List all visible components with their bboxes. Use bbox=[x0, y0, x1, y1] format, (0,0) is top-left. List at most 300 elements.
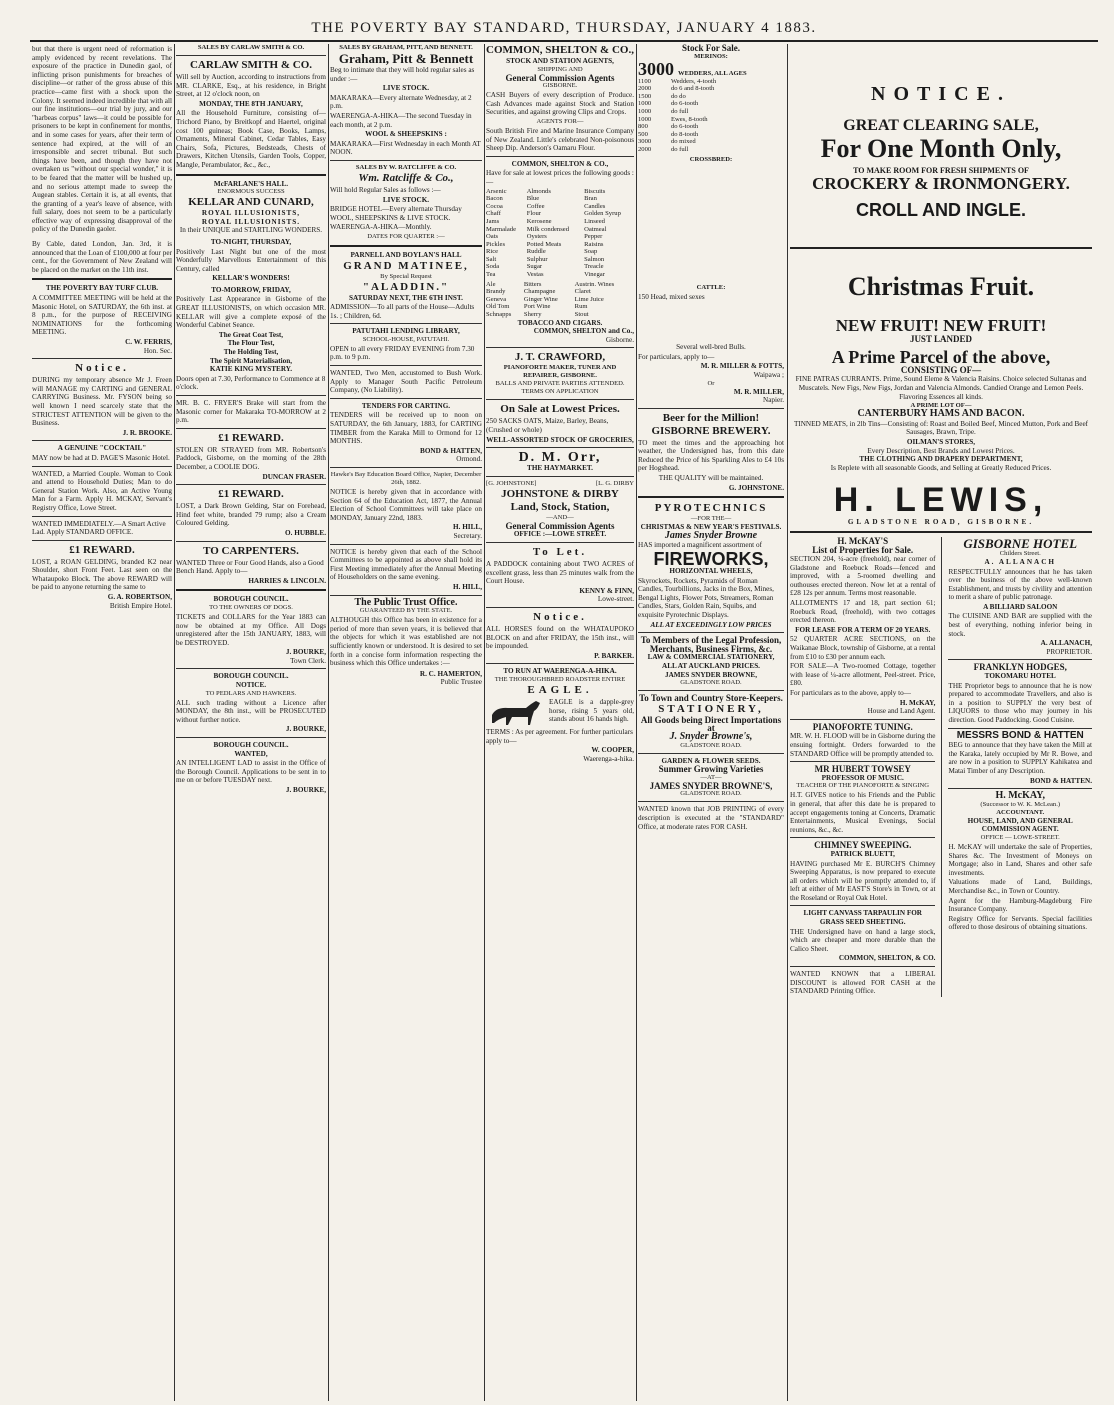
lewis-logo: H. LEWIS, bbox=[833, 481, 1049, 520]
town-clerk-title: Town Clerk. bbox=[290, 656, 326, 665]
groceries-title: WELL-ASSORTED STOCK OF GROCERIES, bbox=[486, 435, 634, 444]
make-room-line: TO MAKE ROOM FOR FRESH SHIPMENTS OF bbox=[853, 165, 1029, 175]
mckay-signature: H. McKAY, bbox=[899, 698, 936, 707]
particulars-text: For particulars, apply to— bbox=[638, 352, 715, 361]
snyder-browne-name: James Snyder Browne bbox=[664, 529, 758, 541]
table-cell: Kerosene bbox=[526, 217, 552, 225]
crawford-balls: BALLS AND PRIVATE PARTIES ATTENDED. bbox=[495, 380, 625, 388]
table-cell: Golden Syrup bbox=[584, 210, 621, 218]
jsb-name: JAMES SNYDER BROWNE, bbox=[664, 670, 758, 679]
to-let-title: To Let. bbox=[532, 545, 588, 558]
table-cell: Schnapps bbox=[486, 311, 512, 319]
crawford-terms: TERMS ON APPLICATION bbox=[521, 388, 599, 396]
table-row bbox=[486, 296, 634, 304]
clothing-title: THE CLOTHING AND DRAPERY DEPARTMENT, bbox=[859, 455, 1023, 464]
table-cell: Lime Juice bbox=[574, 295, 604, 303]
reward-1-title: £1 REWARD. bbox=[218, 431, 284, 444]
divider bbox=[176, 428, 326, 429]
crawford-subtitle: PIANOFORTE MAKER, TUNER AND REPAIRER, GISBORNE. bbox=[503, 364, 617, 380]
firm-name-2: COMMON, SHELTON & CO., bbox=[511, 159, 609, 168]
table-cell: Bacon bbox=[486, 195, 503, 203]
divider bbox=[330, 544, 482, 545]
tokomaru-text: THE Proprietor begs to announce that he is now prepared to accommodate Travellers, and also is in a position to SUPPLY the very best of LIQUORS to those who may journey in his direction. Good Paddocking. Good Cuisine. bbox=[948, 681, 1092, 724]
firm-name: COMMON, SHELTON & CO., bbox=[486, 44, 634, 56]
table-cell: Oatmeal bbox=[584, 225, 607, 233]
divider bbox=[486, 399, 634, 400]
education-board-text: NOTICE is hereby given that in accordance with Section 64 of the Education Act, 1877, the Annual Election of School Committees will take place on MONDAY, January 22nd, 1883. bbox=[330, 488, 482, 522]
towsey-title: PROFESSOR OF MUSIC. bbox=[821, 773, 904, 782]
summer-varieties: Summer Growing Varieties bbox=[658, 764, 764, 775]
hall-title: McFARLANE'S HALL. bbox=[213, 179, 289, 188]
divider bbox=[790, 837, 935, 838]
new-fruit-title: NEW FRUIT! NEW FRUIT! bbox=[835, 316, 1047, 336]
agents-text: South British Fire and Marine Insurance Company of New Zealand. Little's celebrated Non-poisonous Sheep Dip. Anderson's Oamaru Flour. bbox=[486, 126, 634, 153]
table-cell: Oysters bbox=[526, 233, 547, 241]
currants-text: FINE PATRAS CURRANTS. Prime, Sound Eleme & Valencia Raisins. Choice selected Sultanas and Muscatels. New Figs, New Figs, Jordan and Valencia Almonds. Candied Orange and Lemon Peels. Flavoring Essences all kinds. bbox=[795, 375, 1087, 401]
at-line: —AT— bbox=[700, 773, 722, 781]
particulars-line: For particulars as to the above, apply to— bbox=[790, 689, 911, 697]
doors-text: Doors open at 7.30, Performance to Commence at 8 o'clock. bbox=[176, 374, 326, 392]
table-cell: do full bbox=[670, 145, 689, 153]
mckay-accountant-name: H. McKAY, bbox=[995, 790, 1045, 802]
borough-council-2: BOROUGH COUNCIL. bbox=[213, 672, 289, 681]
firm-signature-place: Gisborne. bbox=[605, 335, 634, 344]
table-cell: 800 bbox=[638, 123, 648, 131]
divider bbox=[176, 174, 326, 176]
table-row bbox=[638, 138, 784, 146]
wanted-title: WANTED, bbox=[234, 749, 268, 758]
sheeting-title: GRASS SEED SHEETING. bbox=[819, 918, 906, 927]
tenders-text: TENDERS will be received up to noon on SATURDAY, the 6th January, 1883, for CARTING TIMBER from the Karaka Mill to Ormond for 12 MONTHS. bbox=[330, 411, 482, 446]
divider bbox=[638, 632, 784, 633]
eagle-row bbox=[486, 697, 634, 727]
chimney-text: HAVING purchased Mr E. BURCH'S Chimney Sweeping Apparatus, is now prepared to execute all orders which will be promptly attended to, if left at either of Mr EAST'S Store's in Town, or at the Roseland or Royal Oak Hotel. bbox=[790, 859, 936, 902]
royal-illusionists-2: ROYAL ILLUSIONISTS. bbox=[201, 217, 301, 226]
divider bbox=[330, 467, 482, 468]
secretary-signature: H. HILL, bbox=[453, 523, 482, 532]
piano-title: PIANOFORTE TUNING. bbox=[812, 721, 913, 732]
allanach-name: A. ALLANACH bbox=[984, 557, 1056, 566]
divider bbox=[330, 245, 482, 247]
firm-subtitle-1: STOCK AND STATION AGENTS, bbox=[506, 57, 614, 65]
table-row bbox=[638, 78, 784, 86]
table-cell: Soda bbox=[486, 263, 500, 271]
towsey-text: H.T. GIVES notice to his Friends and the Public in general, that after this date he is prepared to accept engagements toning at Concerts, Dramatic Entertainments, Musical Evenings, Social reunions, &c., &c. bbox=[790, 791, 936, 834]
sale-date: MONDAY, THE 8TH JANUARY, bbox=[199, 99, 303, 108]
cable-news: By Cable, dated London, Jan. 3rd, it is announced that the Loan of £100,000 at four per cent., for the Government of New Zealand will be placed on the market on the 11th inst. bbox=[32, 240, 172, 274]
divider bbox=[948, 728, 1092, 729]
flour-test: The Flour Test, bbox=[227, 339, 275, 348]
tonight-title: TO-NIGHT, THURSDAY, bbox=[210, 237, 292, 246]
notice-text: DURING my temporary absence Mr J. Freen will MANAGE my CARTING and GENERAL CARRYING Business. Mr. FYSON being so well known I need scarcely state that the STRICTEST ATTENTION will be given to the Business. bbox=[32, 376, 172, 428]
big-wedders-row bbox=[638, 58, 784, 79]
christmas-fruit-title: Christmas Fruit. bbox=[847, 272, 1035, 302]
discount-ad: WANTED KNOWN that a LIBERAL DISCOUNT is allowed FOR CASH at the STANDARD Printing Office. bbox=[790, 970, 936, 996]
table-row bbox=[486, 263, 634, 271]
column-1 bbox=[32, 44, 172, 1401]
wheels-line: HORIZONTAL WHEELS, bbox=[669, 567, 753, 576]
bulls-text: Several well-bred Bulls. bbox=[676, 343, 746, 352]
notice-title: NOTICE. bbox=[871, 83, 1011, 105]
storekeepers-title: To Town and Country Store-Keepers. bbox=[639, 693, 783, 704]
pyrotechnics-title: PYROTECHNICS bbox=[654, 502, 768, 515]
table-cell: Chaff bbox=[486, 210, 501, 218]
wanted-couple-ad: WANTED, a Married Couple. Woman to Cook and attend to Household Duties; Man to do General Station Work. Also, an Active Young Man for a Farm. Apply H. MCKAY, Servant's Registry Office, Lowe Street. bbox=[32, 469, 172, 512]
carpenters-title: TO CARPENTERS. bbox=[203, 544, 299, 557]
table-row bbox=[638, 108, 784, 116]
jsb-road: GLADSTONE ROAD. bbox=[680, 679, 742, 687]
public-trust-subtitle: GUARANTEED BY THE STATE. bbox=[359, 607, 453, 615]
to-let-address: Lowe-street. bbox=[597, 595, 634, 604]
house-land-agent: HOUSE, LAND, AND GENERAL COMMISSION AGENT. bbox=[967, 816, 1073, 834]
reward-text: LOST, a ROAN GELDING, branded K2 near Shoulder, short Front Feet. Last seen on the Whataupoko Block. The above REWARD will be paid to anyone returning the same to bbox=[32, 557, 172, 592]
or-line: Or bbox=[707, 379, 715, 387]
divider bbox=[486, 476, 634, 477]
table-cell: Sherry bbox=[523, 311, 542, 319]
divider bbox=[486, 347, 634, 348]
firm-signature: COMMON, SHELTON and Co., bbox=[533, 327, 634, 336]
secretary-title: Secretary. bbox=[453, 531, 482, 540]
table-cell: do 8-tooth bbox=[670, 130, 699, 138]
reward-2-text: LOST, a Dark Brown Gelding, Star on Forehead, Hind feet white, branded 79 rump; also a Cream Coloured Gelding. bbox=[176, 502, 326, 528]
brewery-signature: G. JOHNSTONE. bbox=[728, 483, 784, 492]
divider bbox=[638, 496, 784, 498]
tenders-location: Ormond. bbox=[456, 455, 482, 464]
divider bbox=[330, 595, 482, 596]
horse-icon bbox=[486, 697, 546, 727]
table-row bbox=[486, 218, 634, 226]
makaraka-sale: MAKARAKA—Every alternate Wednesday, at 2 p.m. bbox=[330, 93, 472, 111]
haymarket: THE HAYMARKET. bbox=[527, 464, 593, 473]
accountant-line: ACCOUNTANT. bbox=[996, 808, 1045, 816]
wool-title: WOOL & SHEEPSKINS : bbox=[365, 130, 447, 139]
coat-test: The Great Coat Test, bbox=[218, 330, 284, 339]
column-rule bbox=[328, 44, 329, 1401]
cooper-signature: W. COOPER, bbox=[591, 746, 634, 755]
partner-2: [L. G. DIRBY bbox=[595, 479, 634, 487]
table-cell: 2000 bbox=[638, 145, 652, 153]
table-row bbox=[486, 248, 634, 256]
bond-hatten-title: MESSRS BOND & HATTEN bbox=[956, 729, 1084, 741]
partner-1: [G. JOHNSTONE] bbox=[486, 479, 537, 487]
library-title: PATUTAHI LENDING LIBRARY, bbox=[352, 327, 460, 336]
live-stock-title-2: LIVE STOCK. bbox=[382, 195, 430, 204]
prime-lot: A PRIME LOT OF— bbox=[910, 402, 972, 410]
table-cell: Rum bbox=[574, 303, 588, 311]
chimney-title: CHIMNEY SWEEPING. bbox=[814, 840, 912, 851]
stationery-line: LAW & COMMERCIAL STATIONERY, bbox=[647, 653, 775, 662]
table-cell: Tea bbox=[486, 271, 496, 279]
turf-club-text: A COMMITTEE MEETING will be held at the Masonic Hotel, on SATURDAY, the 6th inst. at 8 p.m., for the purpose of RECEIVING NOMINATIONS for the forthcoming MEETING. bbox=[32, 294, 172, 337]
table-cell: Stout bbox=[574, 311, 589, 319]
table-cell: Marmalade bbox=[486, 225, 517, 233]
table-row bbox=[486, 288, 634, 296]
table-cell: Brandy bbox=[486, 288, 506, 296]
kellar-title: KELLAR AND CUNARD, bbox=[188, 196, 314, 209]
table-cell: Sugar bbox=[526, 263, 543, 271]
divider bbox=[176, 484, 326, 485]
table-cell: Salmon bbox=[584, 255, 605, 263]
piano-text: MR. W. H. FLOOD will be in Gisborne during the ensuing fortnight. Orders forwarded to the STANDARD Office will be promptly attended to. bbox=[790, 732, 936, 758]
table-row bbox=[486, 195, 634, 203]
table-cell: Claret bbox=[574, 288, 591, 296]
divider bbox=[486, 542, 634, 543]
firm-subtitle-3: General Commission Agents bbox=[505, 72, 615, 83]
public-trustee-signature: R. C. HAMERTON, bbox=[419, 669, 482, 678]
oilmans-stores: OILMAN'S STORES, bbox=[906, 437, 976, 446]
dogs-subtitle: TO THE OWNERS OF DOGS. bbox=[209, 603, 293, 611]
tenders-title: TENDERS FOR CARTING. bbox=[361, 401, 451, 410]
drinks-table bbox=[486, 281, 634, 319]
crossbred-title: CROSSBRED: bbox=[689, 155, 733, 163]
table-cell: Vestas bbox=[526, 271, 544, 279]
column-rule bbox=[941, 537, 942, 997]
reward-2-title: £1 REWARD. bbox=[218, 488, 284, 501]
agents-title: AGENTS FOR— bbox=[536, 117, 584, 125]
reward-signature: G. A. ROBERTSON, bbox=[107, 593, 172, 602]
admission-text: ADMISSION—To all parts of the House—Adults 1s. ; Children, 6d. bbox=[330, 303, 475, 320]
miller-place-2: Napier. bbox=[763, 396, 784, 405]
divider bbox=[330, 398, 482, 399]
land-stock-station: Land, Stock, Station, bbox=[510, 500, 610, 513]
library-location: SCHOOL-HOUSE, PATUTAHI. bbox=[362, 335, 450, 343]
town-clerk-signature: J. BOURKE, bbox=[285, 648, 326, 657]
reward-title: £1 REWARD. bbox=[69, 543, 135, 556]
firm-intro: Beg to intimate that they will hold regular sales as under :— bbox=[330, 66, 475, 83]
cuisine-text: The CUISINE AND BAR are supplied with the best of everything, nothing inferior being in stock. bbox=[948, 612, 1092, 638]
big-number: 3000 bbox=[638, 58, 674, 79]
education-board-header: Hawke's Bay Education Board Office, Napier, December 26th, 1882. bbox=[330, 471, 482, 486]
table-cell: Flour bbox=[526, 210, 541, 218]
registry-text: Registry Office for Servants. Special facilities offered to those desirous of obtaining situations. bbox=[948, 914, 1092, 932]
allotments: ALLOTMENTS 17 and 18, part section 61; Roebuck Road, (freehold), with two cottages erected thereon. bbox=[790, 599, 936, 625]
divider bbox=[176, 737, 326, 738]
divider bbox=[32, 440, 172, 441]
jsb-road-2: GLADSTONE ROAD. bbox=[680, 741, 742, 749]
table-cell: 1000 bbox=[638, 107, 652, 115]
column-5 bbox=[638, 44, 784, 1401]
table-cell: 500 bbox=[638, 130, 648, 138]
billiard-saloon: A BILLIARD SALOON bbox=[983, 602, 1058, 611]
table-cell: Rice bbox=[486, 248, 499, 256]
quality-line: THE QUALITY will be maintained. bbox=[658, 474, 764, 483]
tomorrow-text: Positively Last Appearance in Gisborne of the GREAT ILLUSIONISTS, on which occasion MR. KELLAR will give a complete exposé of the Wonderful Cabinet Seance. bbox=[176, 295, 326, 330]
table-cell: Wedders, 4-tooth bbox=[670, 77, 717, 85]
divider bbox=[176, 541, 326, 542]
notice-text: ALL HORSES found on the WHATAUPOKO BLOCK on and after FRIDAY, the 15th inst., will be impounded. bbox=[486, 624, 634, 651]
royal-illusionists-1: ROYAL ILLUSIONISTS, bbox=[201, 209, 301, 218]
divider bbox=[176, 55, 326, 56]
reward-2-signature: O. HUBBLE. bbox=[285, 528, 326, 537]
town-clerk-signature: J. BOURKE, bbox=[285, 786, 326, 794]
johnstone-dirby-title: JOHNSTONE & DIRBY bbox=[501, 487, 619, 500]
gisborne-hotel-title: GISBORNE HOTEL bbox=[963, 535, 1078, 551]
stationery-title: STATIONERY, bbox=[658, 702, 764, 715]
sales-header: SALES BY GRAHAM, PITT, AND BENNETT. bbox=[339, 44, 473, 51]
holding-test: The Holding Test, bbox=[223, 348, 279, 357]
column-rule bbox=[174, 44, 175, 1401]
miller-fotts: M. R. MILLER & FOTTS, bbox=[700, 362, 784, 371]
towsey-teacher: TEACHER OF THE PIANOFORTE & SINGING bbox=[796, 782, 930, 790]
firm-name: Graham, Pitt & Bennett bbox=[338, 51, 474, 66]
pedlars-subtitle: TO PEDLARS AND HAWKERS. bbox=[205, 689, 297, 697]
lease-title: FOR LEASE FOR A TERM OF 20 YEARS. bbox=[795, 625, 931, 634]
divider bbox=[486, 156, 634, 157]
turf-club-title: THE POVERTY BAY TURF CLUB. bbox=[45, 284, 159, 293]
brewery-text: TO meet the times and the approaching hot weather, the Undersigned has, from this date Reduced the Price of his Sparkling Ales to £4 10s per Hogshead. bbox=[638, 438, 784, 473]
table-cell: Soap bbox=[584, 248, 598, 256]
table-row bbox=[638, 146, 784, 154]
snyder-imported: HAS imported a magnificent assortment of bbox=[638, 541, 762, 550]
replete-text: Is Replete with all seasonable Goods, and Selling at Greatly Reduced Prices. bbox=[830, 463, 1052, 472]
saturday-line: SATURDAY NEXT, THE 6TH INST. bbox=[349, 293, 463, 302]
bond-hatten-signature: BOND & HATTEN. bbox=[1030, 776, 1092, 785]
waerenga-sale: WAERENGA-A-HIKA—The second Tuesday in each month, at 2 p.m. bbox=[330, 111, 472, 129]
mckay-column bbox=[790, 537, 935, 997]
table-cell: Almonds bbox=[526, 187, 551, 195]
divider bbox=[790, 966, 935, 967]
column-3 bbox=[330, 44, 482, 1401]
table-row bbox=[486, 226, 634, 234]
special-request: By Special Request bbox=[380, 272, 432, 280]
divider bbox=[176, 395, 326, 396]
festivals-line: CHRISTMAS & NEW YEAR'S FESTIVALS. bbox=[640, 523, 782, 532]
stock-title: Stock For Sale. bbox=[681, 44, 741, 53]
table-cell: Candles bbox=[584, 202, 606, 210]
table-cell: Milk condensed bbox=[526, 225, 570, 233]
tarpaulin-title: LIGHT CANVASS TARPAULIN FOR bbox=[803, 909, 923, 918]
notice-signature: J. R. BROOKE. bbox=[122, 428, 172, 437]
table-cell: Salt bbox=[486, 255, 497, 263]
lower-columns bbox=[790, 537, 1092, 997]
cash-buyers-text: CASH Buyers of every description of Produce. Cash Advances made against Stock and Station Securities, and against growing Clips and Crops. bbox=[486, 91, 634, 117]
table-cell: Bran bbox=[584, 195, 597, 203]
secretary-signature: H. HILL, bbox=[453, 582, 482, 591]
table-cell: 2000 bbox=[638, 85, 652, 93]
table-cell: Treacle bbox=[584, 263, 604, 271]
prime-parcel: A Prime Parcel of the above, bbox=[831, 346, 1051, 367]
merino-table bbox=[638, 78, 784, 154]
carpenters-text: WANTED Three or Four Good Hands, also a Good Bench Hand. Apply to— bbox=[176, 558, 324, 576]
divider bbox=[330, 323, 482, 324]
croll-ingle: CROLL AND INGLE. bbox=[856, 200, 1026, 221]
divider bbox=[486, 607, 634, 608]
goods-table bbox=[486, 188, 634, 279]
divider bbox=[790, 247, 1092, 249]
table-cell: do 6-tooth bbox=[670, 100, 699, 108]
beer-title: Beer for the Million! bbox=[662, 411, 760, 424]
crockery-title: CROCKERY & IRONMONGERY. bbox=[812, 174, 1070, 194]
cocktail-text: MAY now be had at D. PAGE'S Masonic Hotel. bbox=[32, 453, 170, 462]
wanted-men-ad: WANTED, Two Men, accustomed to Bush Work. Apply to Manager South Pacific Petroleum Company, (No Liability). bbox=[330, 369, 482, 395]
table-cell: 1000 bbox=[638, 100, 652, 108]
sales-header: SALES BY CARLAW SMITH & CO. bbox=[197, 44, 305, 51]
table-cell: Ginger Wine bbox=[523, 295, 558, 303]
wool-text: MAKARAKA—First Wednesday in each Month AT NOON. bbox=[330, 139, 481, 157]
public-trustee-title: Public Trustee bbox=[440, 678, 482, 687]
table-cell: Oats bbox=[486, 233, 499, 241]
aladdin-title: "ALADDIN." bbox=[362, 280, 450, 293]
sale-items: All the Household Furniture, consisting of—Trichord Piano, by Breitkopf and Haertel, original cost 100 guineas; Book Case, Books, Lamps, Ornaments, Mineral Cabinet, Cedar Tables, Easy Chairs, Sofa, Pictures, Bedsteads, Chests of Drawers, Kitchen Utensils, Garden Tools, Copper, Mangle, Perambulator, &c., &c., bbox=[176, 109, 326, 169]
towsey-name: MR HUBERT TOWSEY bbox=[814, 764, 911, 775]
table-cell: Old Tom bbox=[486, 303, 510, 311]
table-row bbox=[638, 100, 784, 108]
lease-text: 52 QUARTER ACRE SECTIONS, on the Waikanae Block, township of Gisborne, at a rental from £10 to £30 per annum each. bbox=[790, 635, 936, 661]
brake-ad: MR. B. C. FRYER'S Brake will start from the Masonic corner for Makaraka TO-MORROW at 2 p.m. bbox=[176, 399, 326, 425]
crossbred-list bbox=[638, 164, 784, 284]
table-row bbox=[486, 271, 634, 279]
table-cell: Potted Meats bbox=[526, 240, 562, 248]
table-cell: do 6 and 8-tooth bbox=[670, 85, 715, 93]
to-let-text: A PADDOCK containing about TWO ACRES of excellent grass, less than 25 minutes walk from the Court House. bbox=[486, 559, 634, 586]
turf-club-signature-title: Hon. Sec. bbox=[143, 346, 172, 355]
table-cell: Ewes, 8-tooth bbox=[670, 115, 708, 123]
table-cell: Jams bbox=[486, 217, 500, 225]
jsb-name-3: JAMES SNYDER BROWNE'S, bbox=[649, 780, 773, 791]
table-row bbox=[486, 281, 634, 289]
brewery-title: GISBORNE BREWERY. bbox=[651, 424, 771, 437]
divider bbox=[638, 753, 784, 754]
terms-text: TERMS : As per agreement. For further particulars apply to— bbox=[486, 727, 633, 745]
firm-place: GISBORNE. bbox=[542, 82, 578, 90]
sale-cottage: FOR SALE—A Two-roomed Cottage, together with lease of ¼-acre allotment, Peel-street. Price, £80. bbox=[790, 662, 936, 688]
run-title: TO RUN AT WAERENGA-A-HIKA. bbox=[503, 667, 617, 676]
divider bbox=[790, 531, 1092, 533]
column-rule bbox=[636, 44, 637, 1401]
reward-signature-address: British Empire Hotel. bbox=[109, 601, 172, 610]
borough-council-3: BOROUGH COUNCIL. bbox=[213, 741, 289, 750]
section-204: SECTION 204, ¼-acre (freehold), near corner of Gladstone and Roebuck Roads—fenced and improved, with a 5-roomed dwelling and outhouses erected thereon. Now let at a rental of £28 12s per annum. Terms most reasonable. bbox=[790, 555, 936, 598]
bond-hatten-text: BEG to announce that they have taken the Mill at the Karaka, lately occupied by Mr R. Bowe, and are now in a position to SUPPLY Kahikatea and Matai Timber of any Description. bbox=[948, 741, 1092, 775]
table-cell: 1500 bbox=[638, 92, 652, 100]
divider bbox=[638, 408, 784, 409]
borough-notice: NOTICE. bbox=[235, 681, 267, 690]
best-brands: Every Description, Best Brands and Lowest Prices. bbox=[867, 446, 1015, 455]
live-stock-title: LIVE STOCK. bbox=[382, 84, 430, 93]
matinee-title: GRAND MATINEE, bbox=[343, 259, 469, 272]
table-cell: Geneva bbox=[486, 295, 507, 303]
divider bbox=[32, 516, 172, 517]
office-line: OFFICE :—LOWE STREET. bbox=[513, 530, 607, 539]
divider bbox=[330, 160, 482, 161]
firm-name: CARLAW SMITH & CO. bbox=[189, 59, 313, 71]
table-cell: Champagne bbox=[523, 288, 556, 296]
table-row bbox=[486, 188, 634, 196]
cooper-place: Waerenga-a-hika. bbox=[583, 754, 634, 763]
public-trust-text: ALTHOUGH this Office has been in existence for a period of more than seven years, it is believed that the objects for which it was established are not sufficiently known or understood. It is desired to set forth in a concise form information respecting the business which this Office undertakes :— bbox=[330, 616, 482, 668]
garden-seeds: GARDEN & FLOWER SEEDS. bbox=[661, 756, 761, 765]
sacks-text: 250 SACKS OATS, Maize, Barley, Beans, (Crushed or whole) bbox=[486, 417, 609, 434]
canterbury-title: CANTERBURY HAMS AND BACON. bbox=[857, 408, 1025, 420]
eagle-title: EAGLE. bbox=[527, 683, 593, 696]
divider bbox=[638, 690, 784, 691]
cattle-text: 150 Head, mixed sexes bbox=[638, 292, 705, 301]
franklyn-name: FRANKLYN HODGES, bbox=[973, 662, 1067, 673]
divider bbox=[176, 668, 326, 669]
table-cell: do do bbox=[670, 92, 686, 100]
library-hours: OPEN to all every FRIDAY EVENING from 7.30 p.m. to 9 p.m. bbox=[330, 344, 475, 362]
for-the-line: —FOR THE— bbox=[690, 515, 732, 523]
divider bbox=[790, 761, 935, 762]
masthead: THE POVERTY BAY STANDARD, THURSDAY, JANUARY 4 1883. bbox=[30, 20, 1098, 42]
table-cell: Arsenic bbox=[486, 187, 507, 195]
agent-text: Agent for the Hamburg-Magdeburg Fire Insurance Company. bbox=[948, 896, 1092, 914]
table-cell: do mixed bbox=[670, 138, 696, 146]
just-landed: JUST LANDED bbox=[909, 334, 973, 345]
column-2 bbox=[176, 44, 326, 1401]
table-cell: Cocoa bbox=[486, 202, 503, 210]
clearing-sale-title: GREAT CLEARING SALE, bbox=[843, 116, 1039, 134]
